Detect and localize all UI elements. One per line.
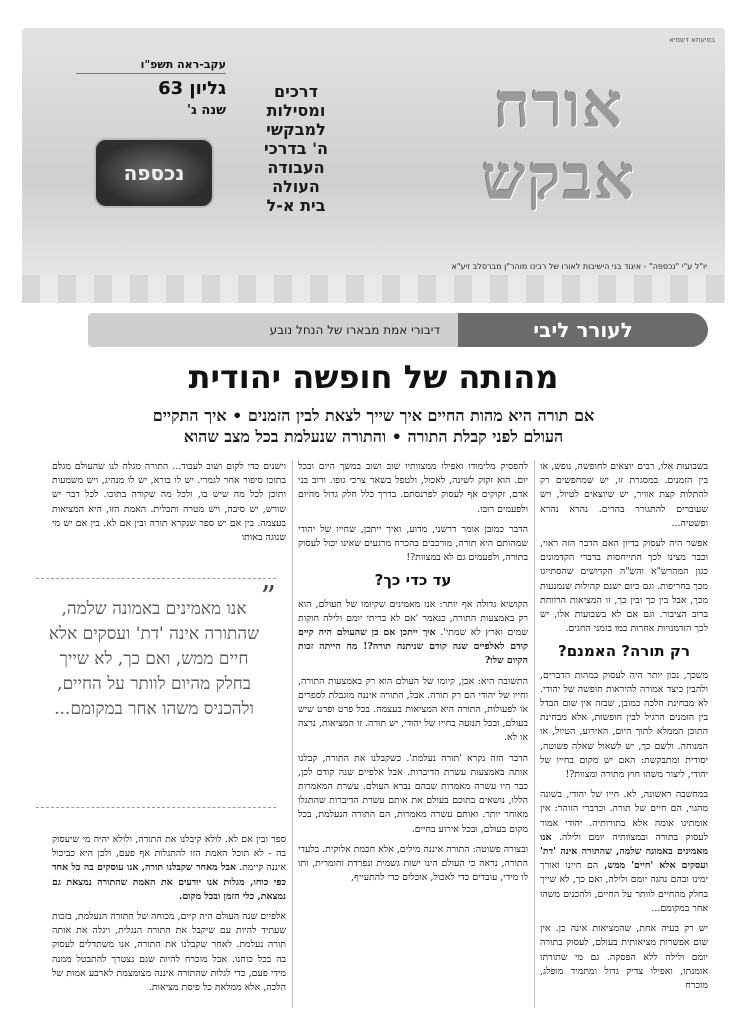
- issue-year: שנה ג': [187, 103, 226, 118]
- top-tag: בסיעתא דשמיא: [669, 36, 715, 44]
- paragraph-text: במחשבה ראשונה, לא. חייו של יהודי, בשונה מהגוי, הם חיים של תורה. וכדברי הזוהר: אין אומתינו אומה אלא בתורותיה. יהודי אמור לעסוק בתורה ובמצוותיה יומם ולילה.: [540, 789, 708, 843]
- deck-line: העולם לפני קבלת התורה • והתורה שנעלמת בכל מצב שהוא: [183, 427, 564, 446]
- newsletter-title: [419, 70, 699, 214]
- bold-text: איך ייתכן אם כן שהעולם היה קיים קודם לאלפיים שנה קודם שניתנה תורה?! מה הייתה זכות הקיום שלו?: [298, 627, 528, 667]
- paragraph: ובצורה פשוטה: התורה איננה מילים, אלא חכמת אלוקית. בלעדי התורה, נראה כי העולם הינו ישות גשמית ונפרדת וחומרית, ותו לו מידי, עובדים כדי לאכול, אוכלים כדי להתעייף,: [298, 843, 528, 884]
- quote-mark-icon: ”: [260, 580, 276, 615]
- paragraph: [52, 833, 286, 904]
- bold-text: אנו מאמינים באמונה שלמה, שהתורה אינה 'דת' ועסקים אלא 'חיים' ממש,: [540, 831, 708, 872]
- bold-text: אבל מאחר שקבלנו תורה, אנו עוסקים בה כל אחד כפי כוחו, מגלות אנו יודעים את האמת שהתורה נמצאת גם נמצאת, כלי הזמן ובכל מקום.: [52, 862, 286, 902]
- logo-text: נכספה: [123, 161, 185, 185]
- paragraph: בשבועות אלו, רבים יוצאים לחופשה, נופש, או בין הזמנים. במסגרת זו, יש שמחפשים רק להתלות קצת אוויר, יש שיוצאים לטיול, ויש שעוברים להתגורר בהרים. נהרא נהרא ופשטיה...: [540, 461, 708, 529]
- subtitle-line: דרכים: [274, 82, 318, 101]
- section-subtitle: דיבורי אמת מבארו של הנחל נובע: [269, 323, 440, 337]
- deck-line: אם תורה היא מהות החיים איך שייך לצאת לבין הזמנים • איך התקיים: [152, 406, 595, 425]
- section-bar: [88, 313, 708, 347]
- issue-date: עקב-ראה תשפ"ו: [76, 58, 226, 74]
- paragraph: הדבר הזה נקרא 'תורה נעלמת'. כשקבלנו את התורה, קבלנו אותה באמצעות עשרת הדיברות. אבל אלפיים שנה קודם לכן, כבר היו עשרה מאמרות שבהם נברא העולם. עשרת המאמרות הללו, נושאים בתוכם בעולם את אותם עשרת הדיברות שהתגלו מאוחר יותר. ואותם עשרה מאמרות, הם התורה הנעלמת, בכל מקום בעולם, ובכל אירוע בחיים.: [298, 752, 528, 835]
- title-line: אבקש: [481, 141, 637, 214]
- paragraph: [540, 788, 708, 916]
- subtitle-line: למבקשי: [266, 120, 326, 139]
- pull-quote: [36, 578, 276, 808]
- nichsafa-logo: [94, 138, 214, 208]
- column-divider: [292, 460, 293, 1008]
- pull-quote-text: אנו מאמינים באמונה שלמה, שהתורה אינה 'דת' ועסקים אלא חיים ממש, ואם כך, לא שייך בחלק מהיום לוותר על החיים, ולהכניס משהו אחר במקומם...: [48, 599, 260, 719]
- subtitle-line: ה' בדרכי: [263, 139, 329, 158]
- issue-number: גליון 63: [158, 78, 226, 99]
- article-column-1: [540, 460, 708, 1012]
- paragraph-text: הקושיא גדולה אף יותר: אנו מאמינים שקיומו של העולם, הוא רק באמצעות התורה, כנאמר 'אם לא בריתי יומם ולילה חוקות שמים וארץ לא שמתי'.: [298, 598, 528, 639]
- paragraph: הדבר כמובן אומר דרשני, מדוע, ואיך ייתכן, שחייו של יהודי שמהותם היא תורה, מורכבים בהכרח מרגעים שאינו יכול לעסוק בתורה, ולפעמים גם לא במצוות?!: [298, 523, 528, 564]
- article-column-2: [298, 460, 528, 1012]
- paragraph: התשובה היא: אכן, קיומו של העולם הוא רק באמצעות התורה, וחייו של יהודי הם רק תורה. אבל, התורה איננה מוגבלת לספרים או לפעולות, התורה היא המציאות בעצמה. בכל פרט ופרט שיש בעולם, ובכל תנועה בחייו של יהודי, יש תורה. זו המציאות, נרצה או לא.: [298, 675, 528, 744]
- column-divider: [534, 460, 535, 1008]
- paragraph: אפשר היה לעסוק בדיון האם הדבר הזה ראוי, וכבר מצינו לכך התייחסות בדברי הקדמונים כגון המהרש"א והש"ה הקדושים שהסתייגו מכך בחריפות. וגם כיום ישנם קהילות שנמנעות מכך, אבל בין כך ובין כך, זו המציאות הרווחת ברוב הציבור. וגם אם לא בשבועות אלו, יש לכך הזדמנויות אחרות כמו בזמני החגים.: [540, 538, 708, 635]
- ornamental-scroll-band: [22, 275, 725, 303]
- paragraph: משכך, נכון יותר היה לעסוק במהות הדברים, ולהבין כיצד אמורה להיראות חופשה של יהודי. לא מבחינת הלכה כמובן, שבזה אין שום הבדל בין הזמנים הרגיל לבין חופשות, אלא מבחינת התוכן הממלא לתוך היום, האירוע, הטיול, או המנוחה. ולשם כך, יש לשאול שאלה פשוטה, יסודית ומתבקשת: האם יש מקום בחייו של יהודי, ליצור משהו חוץ מתורה ומצוות?!: [540, 669, 708, 781]
- subtitle-line: העבודה: [267, 158, 325, 177]
- newsletter-subtitle: [256, 82, 336, 215]
- column-heading: עד כדי כך?: [374, 571, 452, 590]
- paragraph: [298, 598, 528, 669]
- issue-info: [76, 58, 226, 118]
- masthead-footer-line: יו"ל ע"י "נכספה" - איגוד בני הישיבות לאורו של רבינו מוהר"ן מברסלב זיע"א: [451, 262, 707, 271]
- paragraph-text: ספר ובין אם לא. לולא קיבלנו את התורה, ולולא יהיה מי שיעסוק בה - לא תוכל האמת הזו להתגלות אף פעם, ולכן היא כביכול איננה קיימת.: [52, 834, 286, 874]
- article-deck: [60, 405, 687, 447]
- paragraph: אלפיים שנה העולם היה קיים, מכוחה של התורה הנעלמת, בזכות שעתיד להיות עם שיקבל את התורה הנגלית, ויגלה את אותה תורה נעלמת. לאחר שקבלנו את התורה, אנו משתדלים לעסוק בה בכל כוחנו. אבל מוכרח להיות שגם נצטרך להתבטל ממנה מידי פעם, כדי לגלות שהתורה איננה מצומצמת לארבע אמות של הלכה, אלא ממלאת כל פיסת מציאות.: [52, 911, 286, 994]
- paragraph: וישנים כדי לקום ושוב לעבוד... התורה מגלה לנו שהעולם מגלם בתוכו סיפור אחר לגמרי. יש לו בורא, יש לו מנהיג, ויש משמעות ותוכן לכל מה שיש בו, ולכל מה שקורה בתוכו. לכל דבר יש שורש, יש סיבה, ויש מטרה ותכלית. האמת הזו, היא המציאות בעצמה. בין אם יש ספר שנקרא תורה ובין אם לא. בין אם יש מי שנוגה באותו: [52, 461, 286, 544]
- paragraph: להפסיק מלימודו ואפילו ממצוותיו שוב ושוב במשך היום ובכל יום. הוא זקוק לשינה, לאכול, ולטפל בשאר צרכי גופו. ורוב בני אדם, זקוקים אף לעסוק לפרנסתם. בדרך כלל חלק גדול מהיום ולפעמים רובו.: [298, 461, 528, 515]
- paragraph-text: הם חיינו ואורך ימינו ובהם נהגה יומם ולילה, ואם כך, לא שייך בחלק מהחיים לוותר על החיים, ולהכנים משהו אחר במקומם...: [540, 860, 708, 914]
- paragraph: יש רק בעיה אחת, שהמציאות אינה כן. אין שום אפשרות מציאותית בעולם, לעסוק בתורה יומם ולילה ללא הפסקה. גם מי שתורתו אומנתו, ואפילו צדיק גדול ומתמיד מופלג, מוכרח: [540, 923, 708, 991]
- subtitle-line: העולה: [272, 177, 320, 196]
- column-heading: רק תורה? האמנם?: [558, 642, 690, 661]
- section-label: לעורר ליבי: [458, 313, 708, 347]
- article-headline: מהותה של חופשה יהודית: [188, 358, 559, 396]
- subtitle-line: בית א-ל: [266, 196, 326, 215]
- title-line: אורח: [493, 69, 625, 142]
- subtitle-line: ומסילות: [266, 101, 326, 120]
